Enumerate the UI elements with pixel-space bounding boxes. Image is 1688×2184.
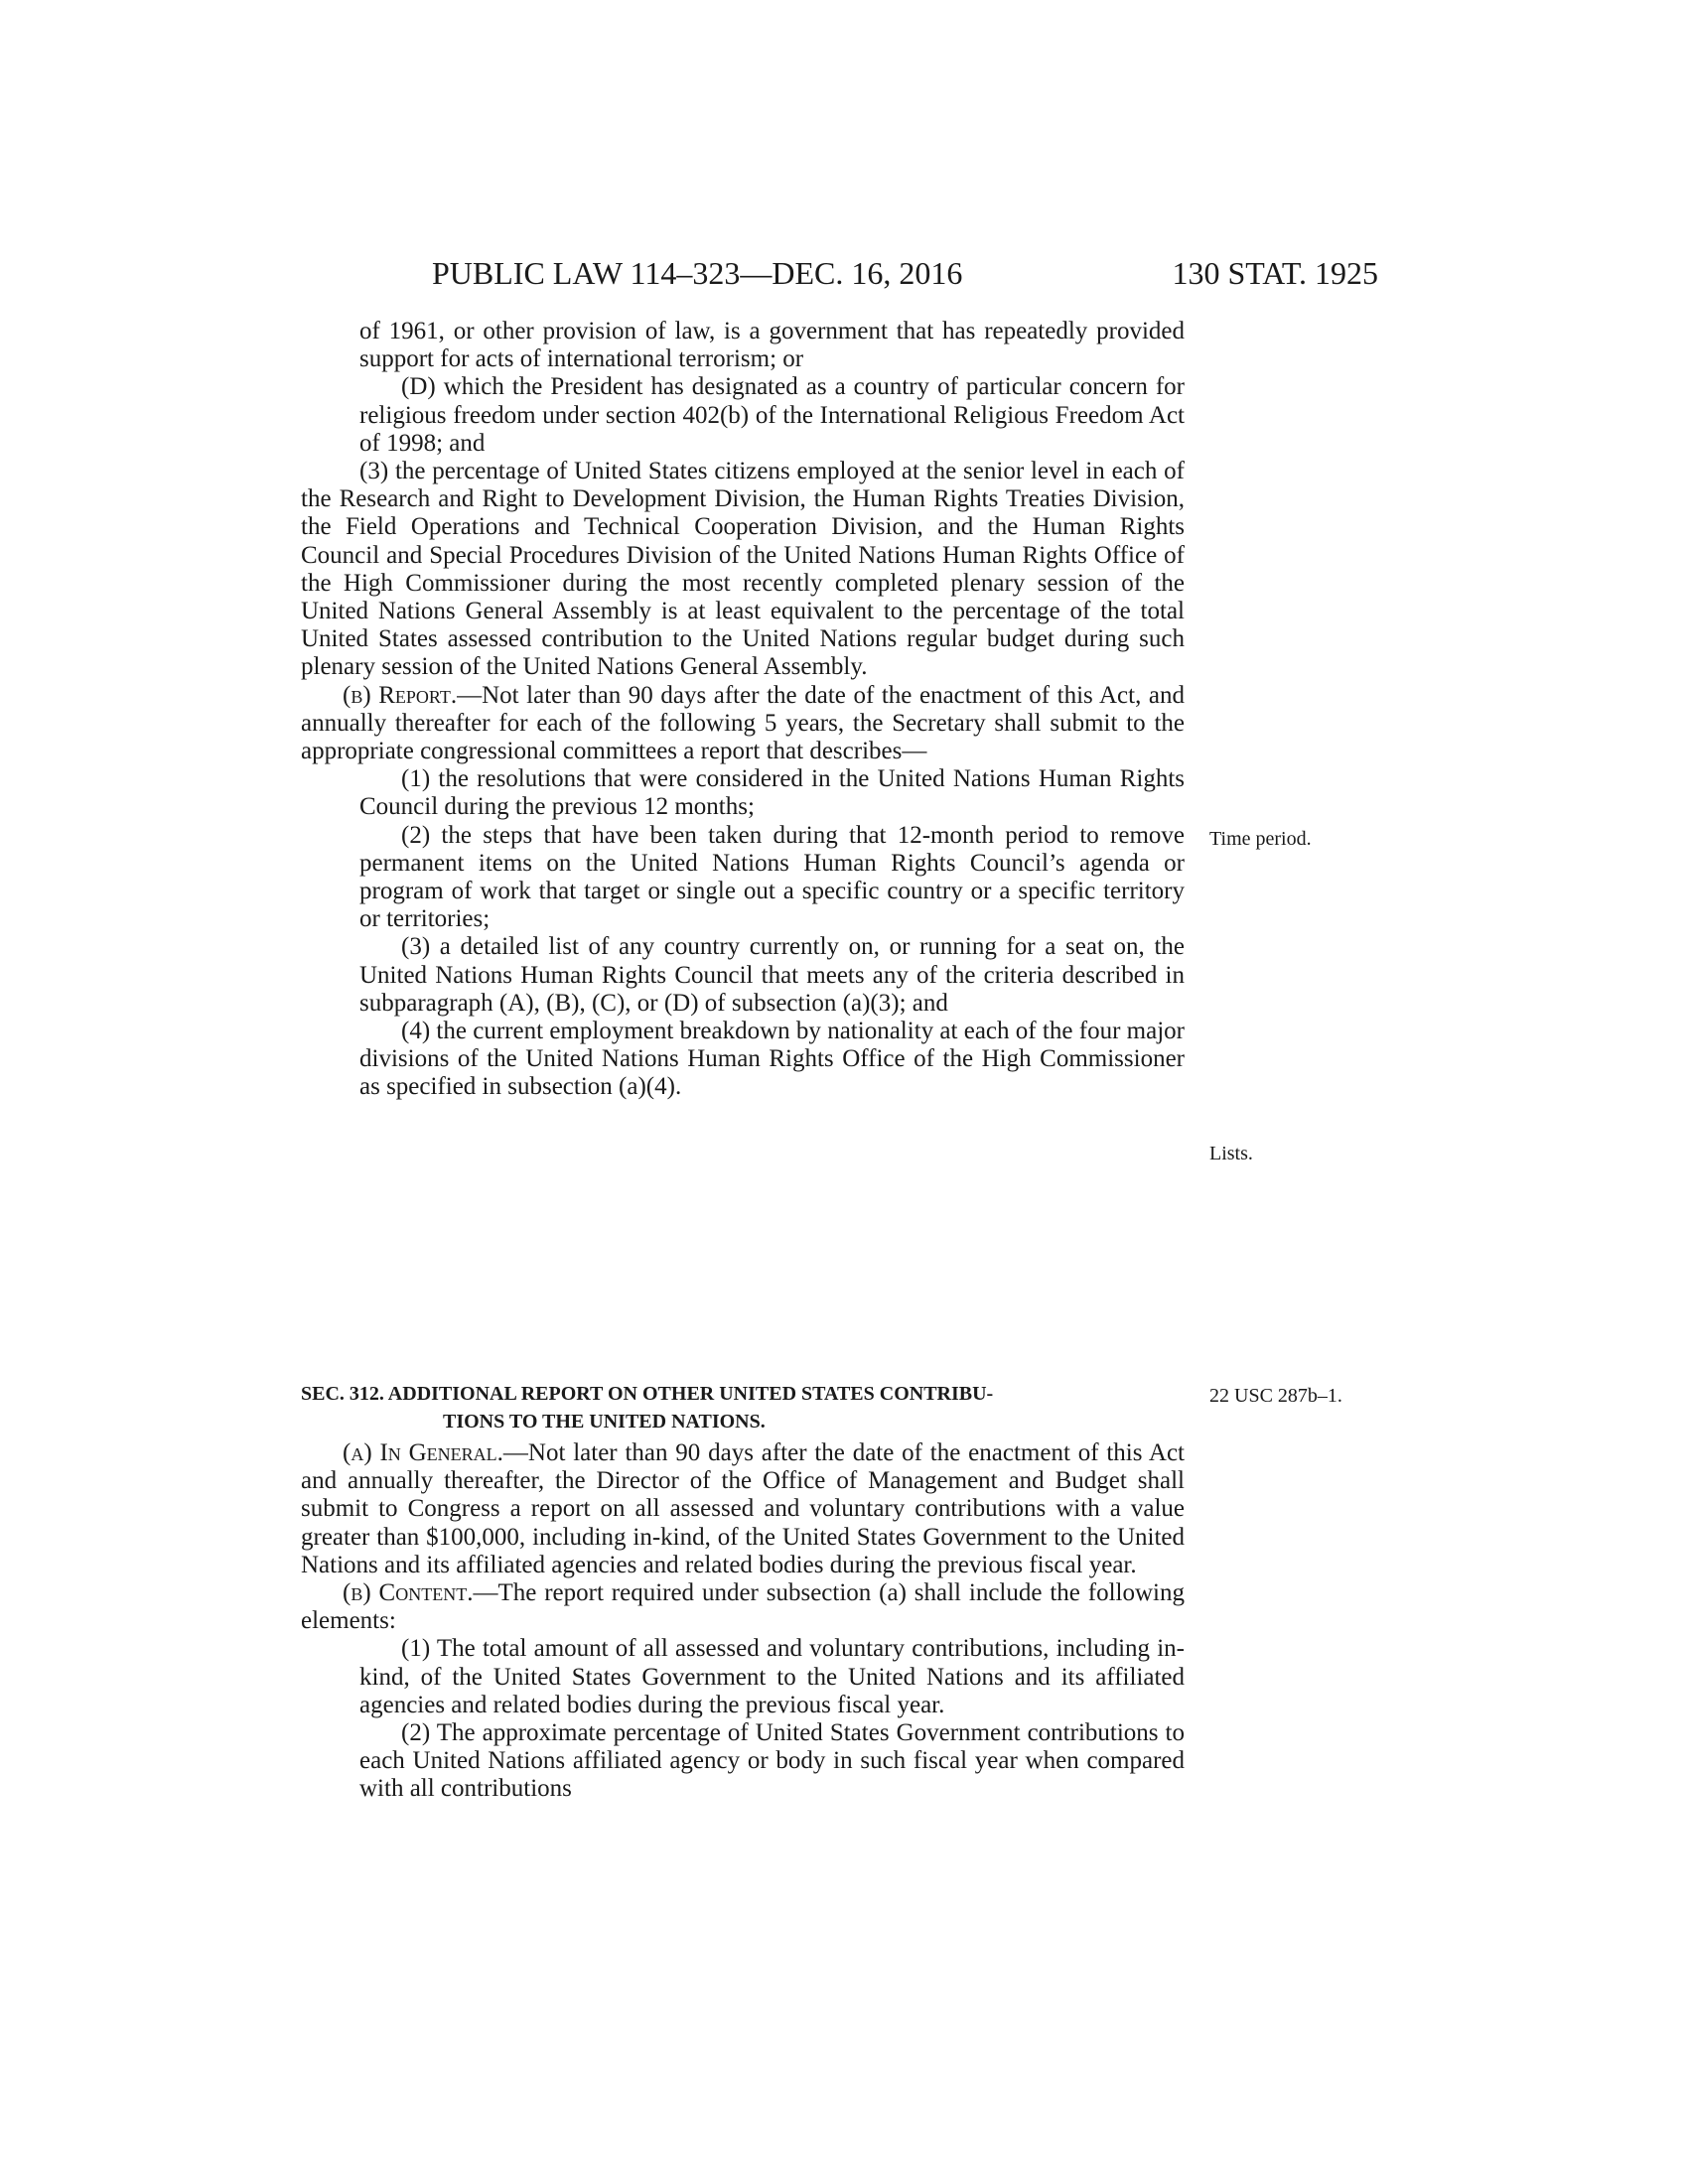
paragraph: (1) The total amount of all assessed and voluntary contributions, including in-kind, of the United States Government to the United Nations and its affiliated agencies and related bodies during the previous fiscal year. [359, 1635, 1185, 1718]
margin-note-time-period: Time period. [1209, 828, 1312, 850]
paragraph: (2) the steps that have been taken during that 12-month period to remove permanent items on the United Nations Human Rights Council’s agenda or program of work that target or single out a specific country or a specific territory or territories; [359, 821, 1185, 933]
paragraph: (1) the resolutions that were considered in the United Nations Human Rights Council during the previous 12 months; [359, 765, 1185, 821]
subsection-heading: (a) In General. [343, 1439, 503, 1466]
paragraph: of 1961, or other provision of law, is a government that has repeatedly provided support for acts of international terrorism; or [359, 318, 1185, 373]
paragraph [301, 458, 1185, 682]
body-text-top [301, 318, 1185, 1102]
paragraph [301, 1439, 1185, 1579]
running-title: PUBLIC LAW 114–323—DEC. 16, 2016 [432, 255, 963, 291]
paragraph-text: (3) the percentage of United States citizens employed at the senior level in each of the Research and Right to Development Division, the Human Rights Treaties Division, the Field Operations and Technical Cooperation Division, and the Human Rights Council and Special Procedures Division of the United Nations Human Rights Office of the High Commissioner during the most recently completed plenary session of the United Nations General Assembly is at least equivalent to the percentage of the total United States assessed contribution to the United Nations regular budget during such plenary session of the United Nations General Assembly. [301, 458, 1185, 681]
body-text-bottom [301, 1439, 1185, 1804]
paragraph: (D) which the President has designated as a country of particular concern for religious freedom under section 402(b) of the International Religious Freedom Act of 1998; and [359, 373, 1185, 457]
subsection-heading: (b) Report. [343, 681, 458, 709]
margin-note-usc: 22 USC 287b–1. [1209, 1385, 1342, 1407]
section-heading-line: TIONS TO THE UNITED NATIONS. [443, 1411, 766, 1433]
margin-note-lists: Lists. [1209, 1143, 1253, 1164]
paragraph [301, 682, 1185, 766]
paragraph: (3) a detailed list of any country currently on, or running for a seat on, the United Nations Human Rights Council that meets any of the criteria described in subparagraph (A), (B), (C), or (D) of subsection (a)(3); and [359, 933, 1185, 1017]
page-header [301, 253, 1378, 293]
paragraph [301, 1579, 1185, 1635]
section-heading [301, 1380, 1185, 1435]
section-heading-line: SEC. 312. ADDITIONAL REPORT ON OTHER UNITED STATES CONTRIBU- [301, 1383, 994, 1405]
paragraph-text: —The report required under subsection (a) shall include the following elements: [301, 1579, 1185, 1635]
paragraph: (2) The approximate percentage of United States Government contributions to each United Nations affiliated agency or body in such fiscal year when compared with all contributions [359, 1719, 1185, 1803]
paragraph-text: —Not later than 90 days after the date of the enactment of this Act and annually thereafter, the Director of the Office of Management and Budget shall submit to Congress a report on all assessed and voluntary contributions with a value greater than $100,000, including in-kind, of the United States Government to the United Nations and its affiliated agencies and related bodies during the previous fiscal year. [301, 1439, 1185, 1578]
paragraph: (4) the current employment breakdown by nationality at each of the four major divisions of the United Nations Human Rights Office of the High Commissioner as specified in subsection (a)(4). [359, 1018, 1185, 1101]
paragraph-text: —Not later than 90 days after the date of the enactment of this Act, and annually thereafter for each of the following 5 years, the Secretary shall submit to the appropriate congressional committees a report that describes— [301, 681, 1186, 765]
subsection-heading: (b) Content. [343, 1579, 474, 1607]
stat-page-number: 130 STAT. 1925 [1172, 255, 1378, 291]
